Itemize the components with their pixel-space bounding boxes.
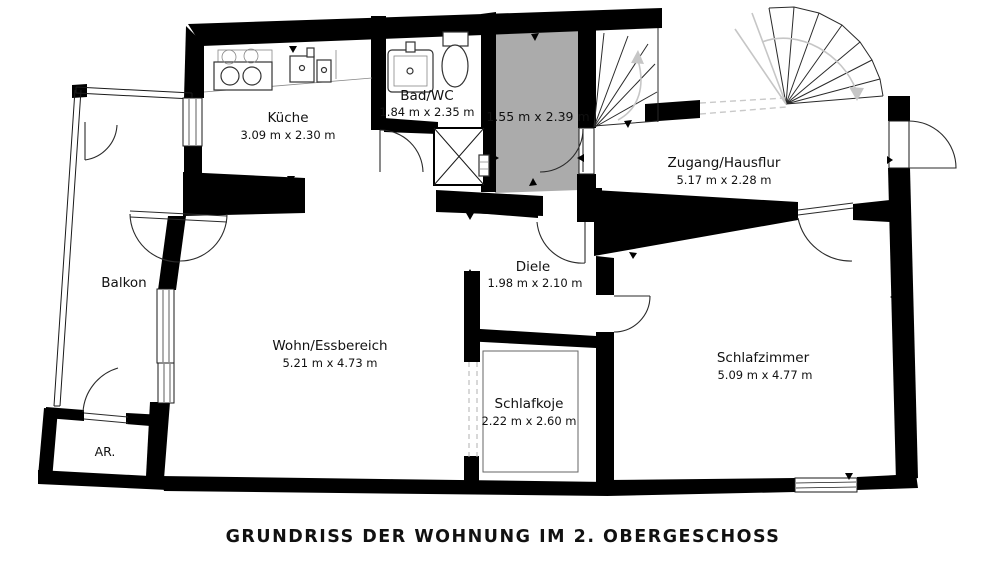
valve-fixture <box>479 155 489 176</box>
wall-segment <box>853 200 890 222</box>
living-balcony-window-lower <box>158 363 174 403</box>
room-label-wohn: Wohn/Essbereich <box>272 338 388 354</box>
toilet <box>442 32 468 87</box>
room-dims-wohn: 5.21 m x 4.73 m <box>282 356 378 370</box>
fan-stairs-top-right <box>700 7 883 114</box>
stairs-up-arrowhead <box>631 50 644 64</box>
wall-segment <box>607 478 795 496</box>
wall-segment <box>888 96 910 121</box>
shaft <box>434 128 489 185</box>
living-balcony-window-upper <box>157 289 174 363</box>
room-label-schlafzimmer: Schlafzimmer <box>716 350 810 366</box>
plan-title: GRUNDRISS DER WOHNUNG IM 2. OBERGESCHOSS <box>225 527 781 547</box>
bathroom-fixtures <box>388 32 468 92</box>
gray-room-side-panel <box>579 128 594 174</box>
room-dims-schlafkoje: 2.22 m x 2.60 m <box>481 414 577 428</box>
kitchen-sink <box>290 48 331 82</box>
railing-line <box>54 90 81 406</box>
diele-hall-door <box>537 222 585 263</box>
stairs-up-arrow <box>618 60 641 120</box>
bath-door <box>380 130 423 172</box>
room-label-balkon: Balkon <box>101 275 147 291</box>
stair-landing-dashed-edge <box>700 98 786 114</box>
room-label-schlafkoje: Schlafkoje <box>494 396 564 412</box>
washbasin <box>388 42 433 92</box>
storage-ar-door <box>83 368 128 423</box>
wall-segment <box>38 408 58 480</box>
room-label-diele: Diele <box>515 259 551 275</box>
room-label-ar: AR. <box>94 444 116 459</box>
bedroom-door-from-hall <box>798 203 853 261</box>
walls <box>38 8 918 496</box>
wall-segment <box>464 271 480 362</box>
room-dims-abstellraum: 1.55 m x 2.39 m <box>486 109 590 124</box>
kitchen-balcony-window <box>183 98 202 146</box>
room-label-bad: Bad/WC <box>400 88 454 104</box>
room-label-zugang: Zugang/Hausflur <box>667 155 781 171</box>
burner <box>221 67 239 85</box>
room-dims-kueche: 3.09 m x 2.30 m <box>240 128 336 142</box>
wall-segment <box>596 332 614 482</box>
wall-segment <box>464 456 479 490</box>
schlafkoje-open-side <box>469 362 477 457</box>
wall-segment <box>888 168 918 482</box>
wall-segment <box>160 476 608 496</box>
wall-segment <box>857 474 918 490</box>
wall-segment <box>594 190 798 256</box>
room-dims-diele: 1.98 m x 2.10 m <box>487 276 583 290</box>
room-dims-schlafzimmer: 5.09 m x 4.77 m <box>717 368 813 382</box>
railing-line <box>76 87 192 99</box>
kitchen-fixtures <box>204 48 372 92</box>
apartment-entrance-door <box>889 121 956 168</box>
wall-segment <box>183 172 305 216</box>
room-dims-zugang: 5.17 m x 2.28 m <box>676 173 772 187</box>
wall-segment <box>184 146 202 176</box>
wall-segment <box>645 100 700 122</box>
wall-segment <box>596 256 614 295</box>
room-dims-bad: 1.84 m x 2.35 m <box>379 105 475 119</box>
wall-segment <box>464 328 596 348</box>
room-label-kueche: Küche <box>267 110 309 126</box>
burner <box>243 67 261 85</box>
balcony-side-door <box>85 122 117 160</box>
bedroom-door-from-diele <box>614 296 650 332</box>
bedroom-window <box>795 478 857 492</box>
wall-segment <box>150 415 164 480</box>
wall-segment <box>158 216 186 290</box>
